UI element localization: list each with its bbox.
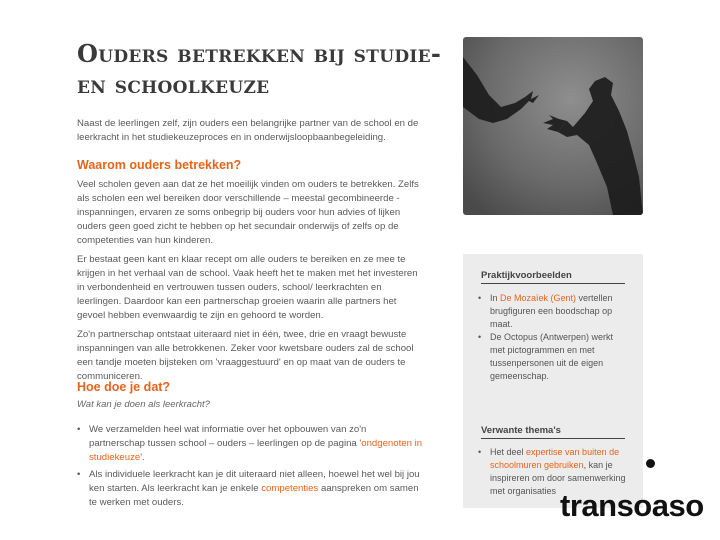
transoaso-logo <box>560 488 720 528</box>
de-mozaiek-link[interactable]: De Mozaïek (Gent) <box>500 293 577 303</box>
paragraph: Er bestaat geen kant en klaar recept om alle ouders te bereiken en ze mee te krijgen in het verhaal van de school. Vaak heeft het te maken met het investeren in verbondenheid en vertrouwen tussen ouders, school/ leerkrachten en leerlingen. Daardoor kan een partnerschap groeien waarin alle partners het gevoel hebben evenwaardig te zijn en gehoord te worden. <box>77 254 418 321</box>
partnership-page-link[interactable]: ondgenoten in studiekeuze <box>89 438 423 463</box>
list-item: • In De Mozaïek (Gent) vertellen brugfiguren een boodschap op maat. <box>478 292 628 331</box>
how-list <box>77 423 423 510</box>
list-item: • Als individuele leerkracht kan je dit uiteraard niet alleen, hoewel het wel bij jou ken starten. Als leerkracht kan je enkele competenties aanspreken om samen te werken met ouders. <box>77 468 423 510</box>
page-title: Ouders betrekken bij studie- en schoolkeuze <box>77 39 442 99</box>
practice-list <box>478 292 628 383</box>
photo-image <box>463 37 643 215</box>
list-item: • We verzamelden heel wat informatie over het opbouwen van zo'n partnerschap tussen school – ouders – leerlingen op de pagina 'ondgenoten in studiekeuze'. <box>77 423 423 465</box>
section-heading-why: Waarom ouders betrekken? <box>77 158 242 172</box>
intro-text: Naast de leerlingen zelf, zijn ouders een belangrijke partner van de school en de leerkracht in het studiekeuzeproces en in onderwijsloopbaanbegeleiding. <box>77 118 419 143</box>
sidebar-heading-practice: Praktijkvoorbeelden <box>481 270 572 281</box>
logo-dot-icon <box>646 459 655 468</box>
list-item: • De Octopus (Antwerpen) werkt met pictogrammen en met tussenpersonen uit de eigen gemeenschap. <box>478 331 628 383</box>
list-item: • Het deel expertise van buiten de schoolmuren gebruiken, kan je inspireren om door samenwerking met organisaties <box>478 446 628 498</box>
section-why-body <box>77 178 423 384</box>
shadow-hands-photo <box>463 37 643 215</box>
section-subheading: Wat kan je doen als leerkracht? <box>77 399 210 410</box>
competenties-link[interactable]: competenties <box>261 483 319 494</box>
paragraph: Zo'n partnerschap ontstaat uiteraard niet in één, twee, drie en vraagt bewuste inspanningen van alle betrokkenen. Zeker voor kwetsbare ouders zal de school een tandje moeten bijsteken om 'vraaggestuurd' en op maat van de ouders te communiceren. <box>77 329 414 382</box>
divider <box>481 283 625 284</box>
paragraph: Veel scholen geven aan dat ze het moeilijk vinden om ouders te betrekken. Zelfs als scholen een wel bereiken door verschillende – meestal gecombineerde - inspanningen, ervaren ze soms onbegrip bij ouders voor hun advies of lijken ouders geen goed zicht te hebben op het secundair onderwijs of zelfs op de competenties van hun kinderen. <box>77 179 419 246</box>
expertise-link[interactable]: expertise van buiten de schoolmuren gebruiken <box>490 447 620 470</box>
section-heading-how: Hoe doe je dat? <box>77 380 171 394</box>
logo-text: transoaso <box>560 488 704 523</box>
sidebar-heading-related: Verwante thema's <box>481 425 561 436</box>
divider <box>481 438 625 439</box>
